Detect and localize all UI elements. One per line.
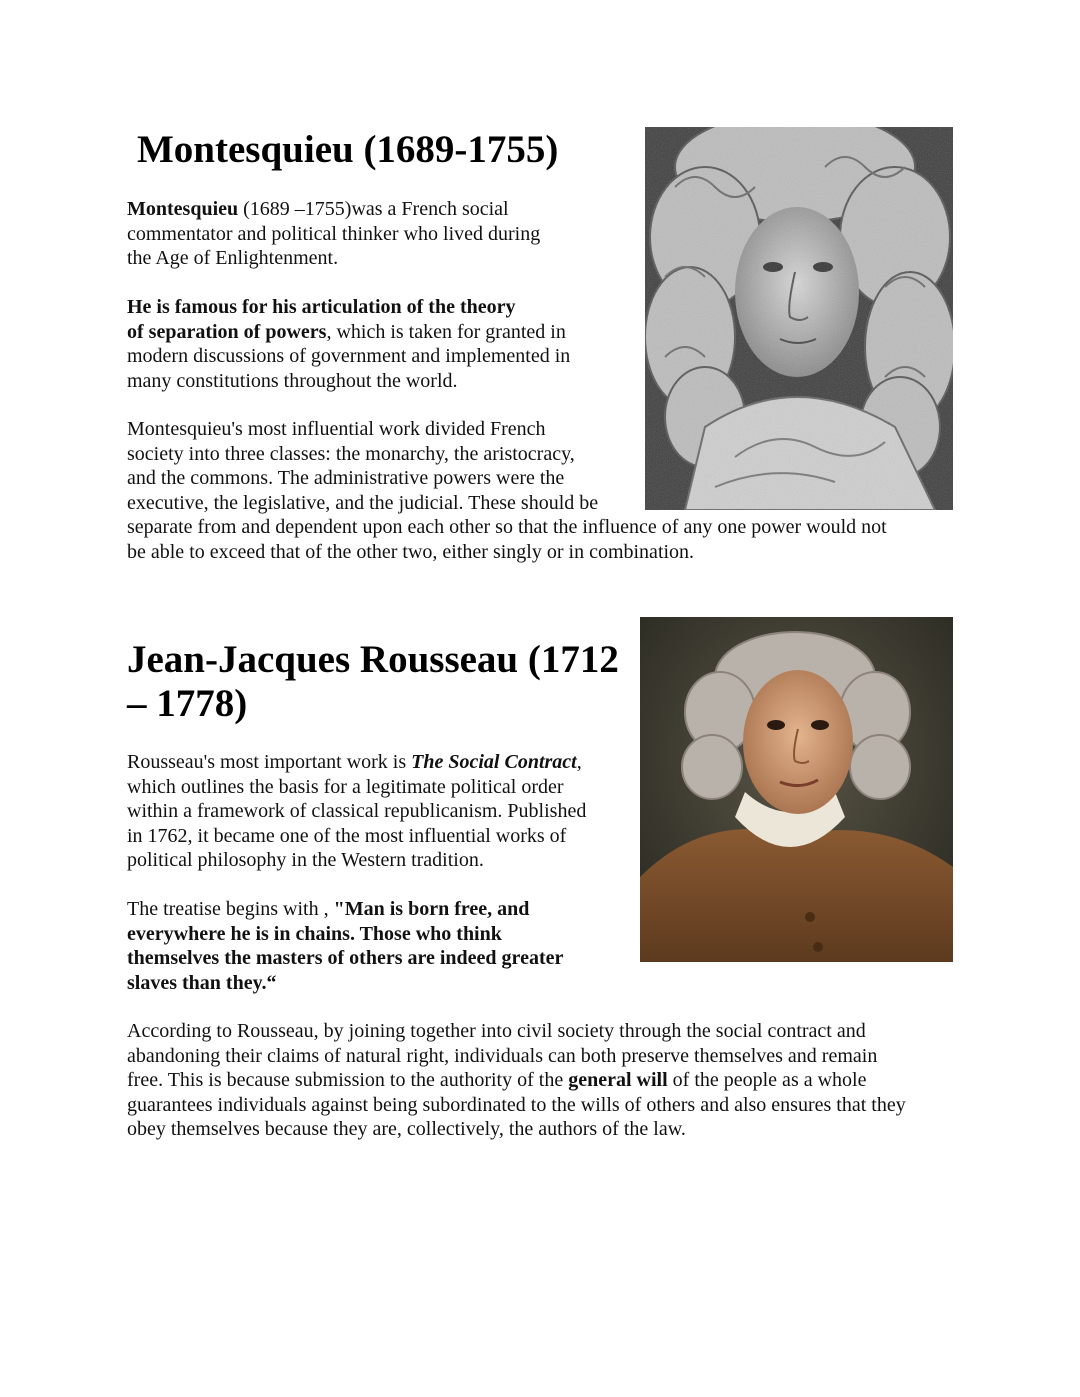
- rousseau-heading: [127, 638, 619, 726]
- quote-text: themselves the masters of others are indeed greater: [127, 947, 564, 969]
- rousseau-social-contract-paragraph: [127, 750, 627, 873]
- general-will-bold: general will: [568, 1069, 668, 1091]
- book-title: The Social Contract: [411, 751, 577, 773]
- text-line: be able to exceed that of the other two, either singly or in combination.: [127, 540, 695, 563]
- text-line: the Age of Enlightenment.: [127, 247, 339, 269]
- text-line: of the people as a whole: [667, 1069, 867, 1091]
- heading-line: – 1778): [127, 682, 248, 725]
- text-line: The treatise begins with ,: [127, 898, 334, 920]
- text-line: , which is taken for granted in: [326, 320, 566, 343]
- bold-text: He is famous for his articulation of the theory: [127, 296, 516, 318]
- text-line: and the commons. The administrative powers were the: [127, 467, 565, 489]
- montesquieu-heading: Montesquieu (1689-1755): [137, 128, 559, 171]
- text-line: executive, the legislative, and the judicial. These should be: [127, 491, 599, 514]
- text-line: within a framework of classical republicanism. Published: [127, 800, 587, 822]
- montesquieu-intro-paragraph: [127, 197, 627, 271]
- text-line: Rousseau's most important work is: [127, 751, 412, 773]
- montesquieu-classes-paragraph: [127, 417, 957, 564]
- text-line: society into three classes: the monarchy, the aristocracy,: [127, 442, 575, 465]
- text-line: separate from and dependent upon each other so that the influence of any one power would not: [127, 516, 887, 538]
- text-line: modern discussions of government and implemented in: [127, 345, 571, 367]
- text-line: abandoning their claims of natural right, individuals can both preserve themselves and remain: [127, 1044, 878, 1067]
- montesquieu-separation-paragraph: [127, 295, 627, 393]
- rousseau-portrait: [640, 617, 953, 962]
- text-line: obey themselves because they are, collectively, the authors of the law.: [127, 1118, 686, 1140]
- rousseau-general-will-paragraph: [127, 1019, 967, 1142]
- bold-text: of separation of powers: [127, 320, 327, 343]
- quote-text: everywhere he is in chains. Those who think: [127, 922, 502, 945]
- text-line: in 1762, it became one of the most influential works of: [127, 824, 567, 847]
- montesquieu-name-bold: Montesquieu: [127, 198, 239, 220]
- text-line: free. This is because submission to the authority of the: [127, 1069, 569, 1091]
- text-line: guarantees individuals against being subordinated to the wills of others and also ensures that they: [127, 1093, 906, 1116]
- text-line: Montesquieu's most influential work divided French: [127, 418, 546, 440]
- quote-text: slaves than they.“: [127, 971, 277, 994]
- text-line: commentator and political thinker who lived during: [127, 222, 541, 245]
- rousseau-quote-paragraph: [127, 897, 627, 995]
- quote-text: "Man is born free, and: [333, 898, 530, 920]
- text-line: According to Rousseau, by joining together into civil society through the social contract and: [127, 1020, 866, 1042]
- text-line: (1689 –1755)was a French social: [238, 198, 509, 220]
- text-line: ,: [576, 751, 582, 773]
- text-line: many constitutions throughout the world.: [127, 369, 458, 392]
- text-line: which outlines the basis for a legitimate political order: [127, 775, 564, 798]
- heading-line: Jean-Jacques Rousseau (1712: [127, 638, 619, 681]
- text-line: political philosophy in the Western tradition.: [127, 849, 484, 871]
